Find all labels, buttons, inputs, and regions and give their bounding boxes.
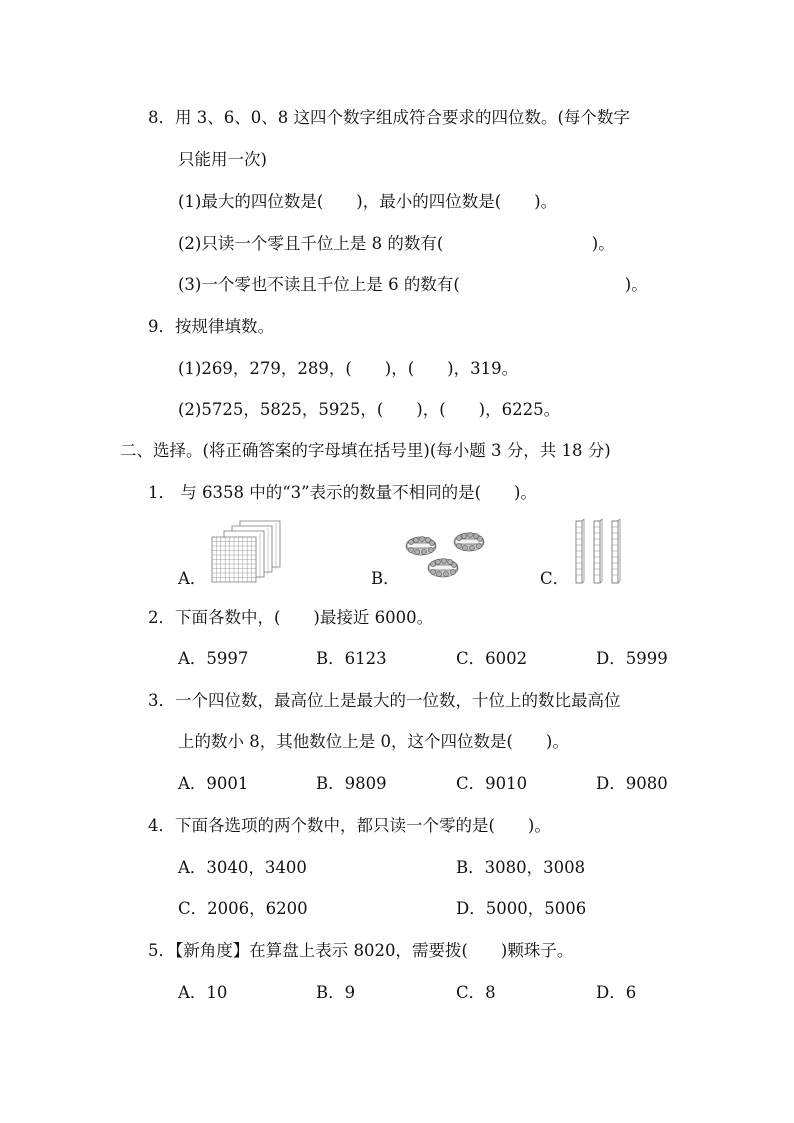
q8-stem-line2: 只能用一次) bbox=[178, 150, 267, 169]
c5-option-c: C．8 bbox=[456, 983, 496, 1002]
c1-option-b-label: B． bbox=[371, 569, 400, 588]
c1-option-c-label: C． bbox=[540, 569, 570, 588]
c5-stem: 5．【新角度】在算盘上表示 8020，需要拨( )颗珠子。 bbox=[148, 941, 574, 960]
q9-part1: (1)269，279，289，( )，( )，319。 bbox=[178, 359, 519, 378]
c4-option-b: B．3080，3008 bbox=[456, 858, 586, 877]
thousand-cubes-icon bbox=[208, 519, 284, 584]
c3-option-b: B．9809 bbox=[316, 774, 387, 793]
c2-option-b: B．6123 bbox=[316, 649, 387, 668]
c1-option-a-label: A． bbox=[178, 569, 207, 588]
q8-stem-line1: 8．用 3、6、0、8 这四个数字组成符合要求的四位数。(每个数字 bbox=[148, 108, 630, 127]
q9-stem: 9．按规律填数。 bbox=[148, 317, 274, 336]
q8-part3: (3)一个零也不读且千位上是 6 的数有( )。 bbox=[178, 275, 648, 294]
c2-option-d: D．5999 bbox=[596, 649, 668, 668]
c3-option-c: C．9010 bbox=[456, 774, 528, 793]
section2-title: 二、选择。(将正确答案的字母填在括号里)(每小题 3 分，共 18 分) bbox=[120, 441, 611, 460]
c3-stem-line1: 3．一个四位数，最高位上是最大的一位数，十位上的数比最高位 bbox=[148, 691, 621, 710]
c2-option-a: A．5997 bbox=[178, 649, 249, 668]
q8-part1: (1)最大的四位数是( )，最小的四位数是( )。 bbox=[178, 192, 558, 211]
c5-option-d: D．6 bbox=[596, 983, 637, 1002]
c5-option-a: A．10 bbox=[178, 983, 228, 1002]
c3-stem-line2: 上的数小 8，其他数位上是 0，这个四位数是( )。 bbox=[178, 732, 569, 751]
q8-part2: (2)只读一个零且千位上是 8 的数有( )。 bbox=[178, 234, 615, 253]
q9-part2: (2)5725，5825，5925，( )，( )，6225。 bbox=[178, 400, 561, 419]
ten-rods-icon bbox=[574, 519, 624, 585]
c4-option-d: D．5000，5006 bbox=[456, 899, 587, 918]
c4-option-c: C．2006，6200 bbox=[178, 899, 308, 918]
stick-bundles-icon bbox=[403, 528, 489, 586]
c4-stem: 4．下面各选项的两个数中，都只读一个零的是( )。 bbox=[148, 816, 551, 835]
c5-option-b: B．9 bbox=[316, 983, 356, 1002]
c2-stem: 2．下面各数中，( )最接近 6000。 bbox=[148, 608, 434, 627]
c3-option-a: A．9001 bbox=[178, 774, 249, 793]
c3-option-d: D．9080 bbox=[596, 774, 668, 793]
c4-option-a: A．3040，3400 bbox=[178, 858, 307, 877]
c1-stem: 1． 与 6358 中的“3”表示的数量不相同的是( )。 bbox=[148, 483, 537, 502]
c2-option-c: C．6002 bbox=[456, 649, 528, 668]
